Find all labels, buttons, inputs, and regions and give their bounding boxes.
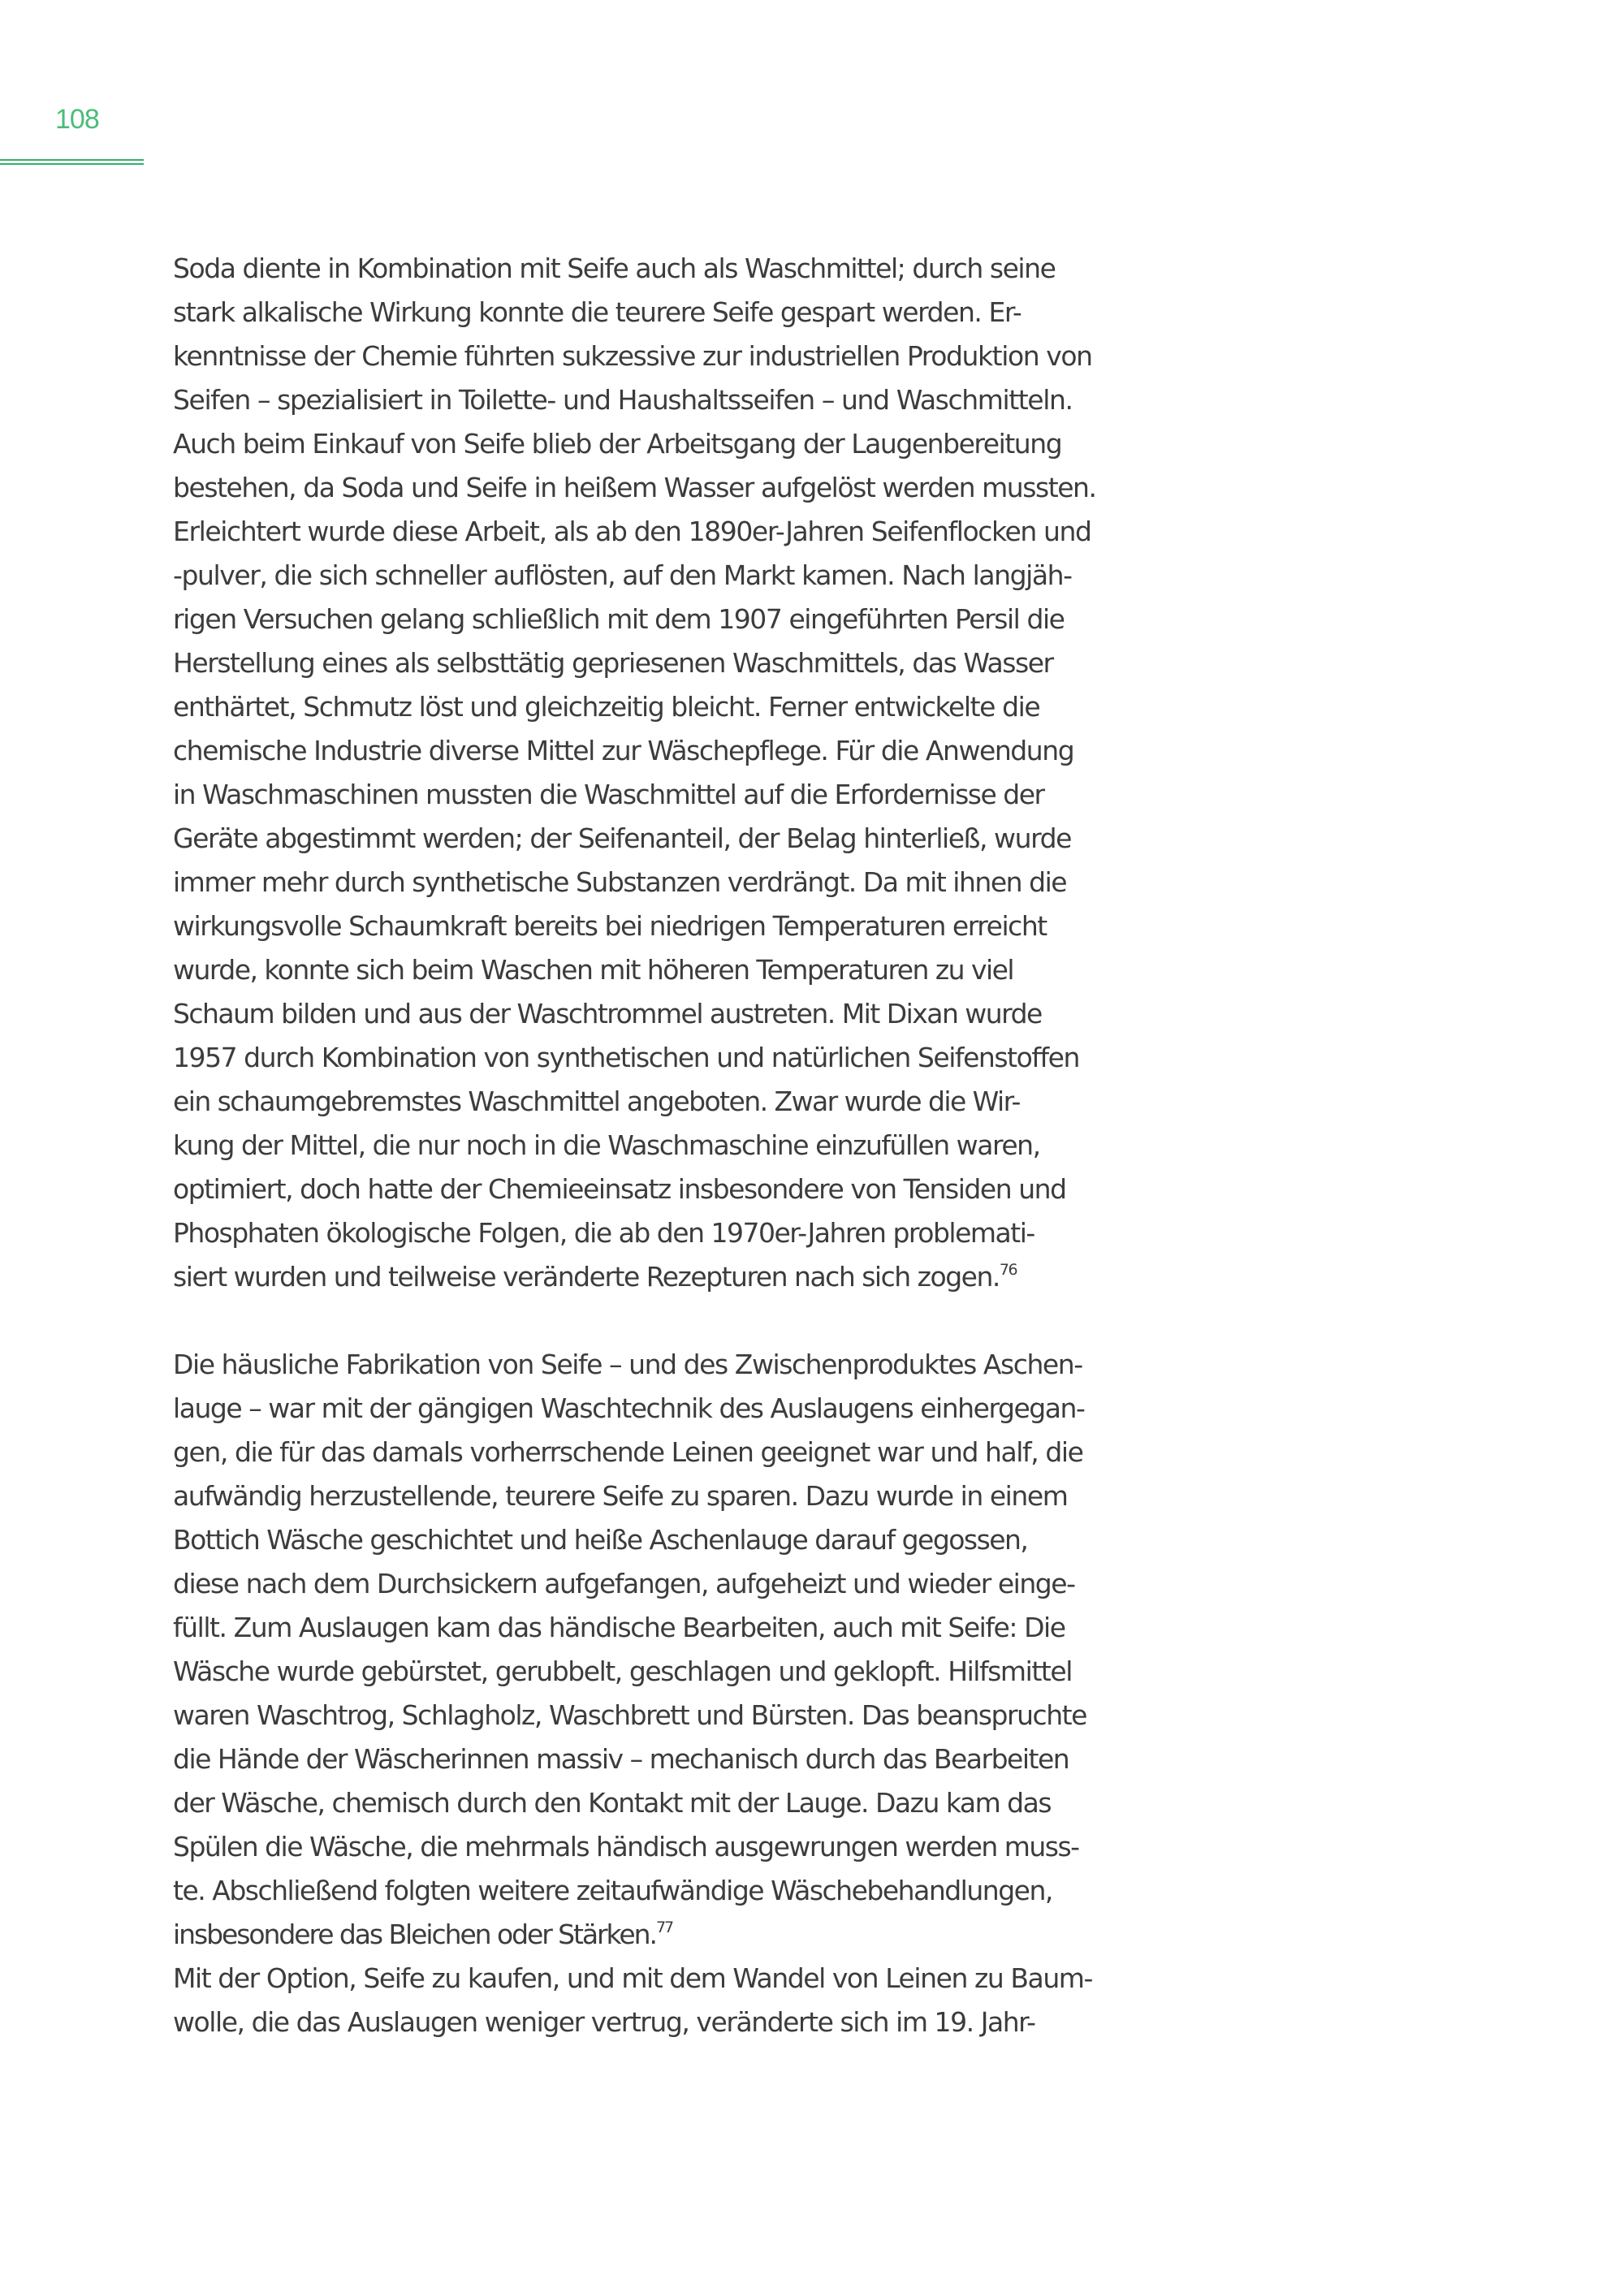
line-text: füllt. Zum Auslaugen kam das händische Bearbeiten, auch mit Seife: Die — [173, 1612, 1065, 1643]
text-line — [173, 1606, 1310, 1650]
line-text: optimiert, doch hatte der Chemieeinsatz insbesondere von Tensiden und — [173, 1173, 1066, 1205]
body-text — [173, 247, 1310, 2044]
footnote-marker[interactable]: 76 — [999, 1261, 1017, 1279]
text-line — [173, 1036, 1310, 1080]
line-text: ein schaumgebremstes Waschmittel angeboten. Zwar wurde die Wir- — [173, 1086, 1020, 1117]
text-line — [173, 861, 1310, 904]
line-text: Bottich Wäsche geschichtet und heiße Aschenlauge darauf gegossen, — [173, 1524, 1028, 1556]
text-line — [173, 378, 1310, 422]
text-line — [173, 1913, 1310, 1957]
line-text: Mit der Option, Seife zu kaufen, und mit dem Wandel von Leinen zu Baum- — [173, 1962, 1092, 1994]
text-line — [173, 1431, 1310, 1474]
line-text: Seifen – spezialisiert in Toilette- und Haushaltsseifen – und Waschmitteln. — [173, 384, 1073, 416]
text-line — [173, 1080, 1310, 1124]
text-line — [173, 2001, 1310, 2044]
text-line — [173, 554, 1310, 598]
line-text: kung der Mittel, die nur noch in die Waschmaschine einzufüllen waren, — [173, 1129, 1040, 1161]
line-text: aufwändig herzustellende, teurere Seife zu sparen. Dazu wurde in einem — [173, 1480, 1068, 1512]
line-text: waren Waschtrog, Schlagholz, Waschbrett und Bürsten. Das beanspruchte — [173, 1699, 1086, 1731]
text-line — [173, 1825, 1310, 1869]
line-text: Wäsche wurde gebürstet, gerubbelt, geschlagen und geklopft. Hilfsmittel — [173, 1655, 1072, 1687]
footnote-marker[interactable]: 77 — [655, 1919, 673, 1936]
line-text: Soda diente in Kombination mit Seife auch als Waschmittel; durch seine — [173, 253, 1056, 284]
line-text: rigen Versuchen gelang schließlich mit dem 1907 eingeführten Persil die — [173, 603, 1065, 635]
text-line — [173, 1781, 1310, 1825]
line-text: immer mehr durch synthetische Substanzen verdrängt. Da mit ihnen die — [173, 866, 1067, 898]
text-line — [173, 773, 1310, 817]
line-text: lauge – war mit der gängigen Waschtechnik des Auslaugens einhergegan- — [173, 1392, 1085, 1424]
text-line — [173, 510, 1310, 554]
line-text: wurde, konnte sich beim Waschen mit höheren Temperaturen zu viel — [173, 954, 1014, 986]
text-line — [173, 1562, 1310, 1606]
header-rule — [0, 159, 144, 165]
paragraph — [173, 247, 1310, 1299]
text-line — [173, 1343, 1310, 1387]
text-line — [173, 466, 1310, 510]
text-line — [173, 1211, 1310, 1255]
text-line — [173, 1255, 1310, 1299]
text-line — [173, 904, 1310, 948]
text-line — [173, 1694, 1310, 1737]
line-text: siert wurden und teilweise veränderte Rezepturen nach sich zogen. — [173, 1261, 1000, 1293]
line-text: wirkungsvolle Schaumkraft bereits bei niedrigen Temperaturen erreicht — [173, 910, 1047, 942]
line-text: bestehen, da Soda und Seife in heißem Wasser aufgelöst werden mussten. — [173, 472, 1096, 503]
line-text: te. Abschließend folgten weitere zeitaufwändige Wäschebehandlungen, — [173, 1875, 1052, 1906]
text-line — [173, 1518, 1310, 1562]
line-text: die Hände der Wäscherinnen massiv – mechanisch durch das Bearbeiten — [173, 1743, 1069, 1775]
line-text: kenntnisse der Chemie führten sukzessive zur industriellen Produktion von — [173, 340, 1092, 372]
text-line — [173, 1737, 1310, 1781]
text-line — [173, 1650, 1310, 1694]
line-text: Auch beim Einkauf von Seife blieb der Arbeitsgang der Laugenbereitung — [173, 428, 1062, 460]
text-line — [173, 1474, 1310, 1518]
text-line — [173, 641, 1310, 685]
paragraph — [173, 1343, 1310, 1957]
text-line — [173, 247, 1310, 291]
line-text: Schaum bilden und aus der Waschtrommel austreten. Mit Dixan wurde — [173, 998, 1042, 1029]
text-line — [173, 1869, 1310, 1913]
line-text: stark alkalische Wirkung konnte die teurere Seife gespart werden. Er- — [173, 296, 1021, 328]
line-text: 1957 durch Kombination von synthetischen und natürlichen Seifenstoffen — [173, 1042, 1079, 1073]
line-text: chemische Industrie diverse Mittel zur Wäschepflege. Für die Anwendung — [173, 735, 1074, 766]
line-text: der Wäsche, chemisch durch den Kontakt mit der Lauge. Dazu kam das — [173, 1787, 1052, 1819]
line-text: Erleichtert wurde diese Arbeit, als ab den 1890er-Jahren Seifenflocken und — [173, 516, 1091, 547]
text-line — [173, 598, 1310, 641]
text-line — [173, 817, 1310, 861]
line-text: wolle, die das Auslaugen weniger vertrug, veränderte sich im 19. Jahr- — [173, 2006, 1035, 2038]
line-text: insbesondere das Bleichen oder Stärken. — [173, 1919, 656, 1950]
text-line — [173, 335, 1310, 378]
line-text: gen, die für das damals vorherrschende Leinen geeignet war und half, die — [173, 1436, 1083, 1468]
line-text: Spülen die Wäsche, die mehrmals händisch ausgewrungen werden muss- — [173, 1831, 1079, 1863]
text-line — [173, 422, 1310, 466]
text-line — [173, 1124, 1310, 1168]
line-text: enthärtet, Schmutz löst und gleichzeitig bleicht. Ferner entwickelte die — [173, 691, 1040, 723]
line-text: in Waschmaschinen mussten die Waschmittel auf die Erfordernisse der — [173, 779, 1044, 810]
text-line — [173, 1957, 1310, 2001]
line-text: diese nach dem Durchsickern aufgefangen, aufgeheizt und wieder einge- — [173, 1568, 1075, 1599]
line-text: Phosphaten ökologische Folgen, die ab den 1970er-Jahren problemati- — [173, 1217, 1034, 1249]
paragraph-gap — [173, 1299, 1310, 1343]
text-line — [173, 685, 1310, 729]
line-text: Herstellung eines als selbsttätig gepriesenen Waschmittels, das Wasser — [173, 647, 1053, 679]
paragraph — [173, 1957, 1310, 2044]
line-text: Die häusliche Fabrikation von Seife – und des Zwischenproduktes Aschen- — [173, 1349, 1082, 1380]
line-text: Geräte abgestimmt werden; der Seifenanteil, der Belag hinterließ, wurde — [173, 822, 1071, 854]
text-line — [173, 1387, 1310, 1431]
text-line — [173, 948, 1310, 992]
line-text: -pulver, die sich schneller auflösten, auf den Markt kamen. Nach langjäh- — [173, 559, 1072, 591]
text-line — [173, 291, 1310, 335]
page-number: 108 — [55, 104, 99, 135]
text-line — [173, 992, 1310, 1036]
text-line — [173, 729, 1310, 773]
text-line — [173, 1168, 1310, 1211]
